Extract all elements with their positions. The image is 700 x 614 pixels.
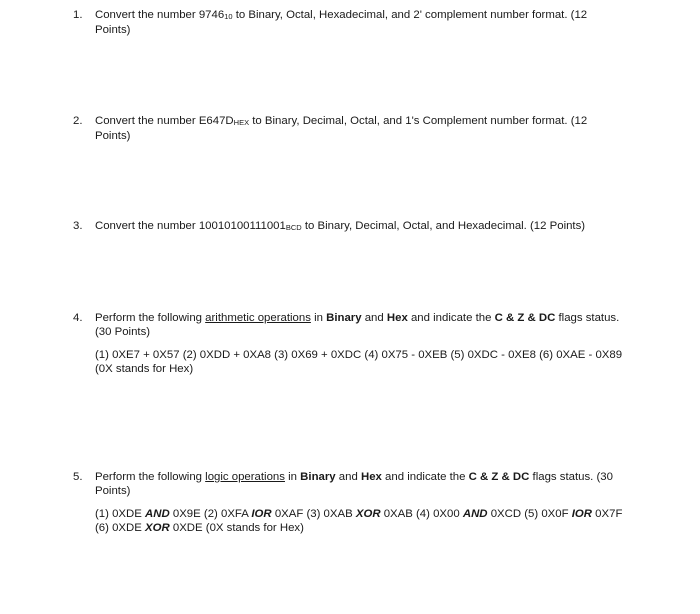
operations-line-2: (6) 0XDE XOR 0XDE (0X stands for Hex) [95,522,304,534]
question-number: 2. [73,115,83,127]
question-number: 1. [73,9,83,21]
question-text-cont: (30 Points) [95,326,151,338]
question-number: 4. [73,312,83,324]
operations-note: (0X stands for Hex) [95,363,194,375]
question-4 [73,311,633,376]
question-number: 5. [73,471,83,483]
question-text-cont: Points) [95,485,131,497]
question-5 [73,470,633,535]
question-3 [73,219,633,234]
operations-list [95,348,633,376]
question-2 [73,114,633,143]
question-text-cont: Points) [95,24,131,36]
question-1 [73,8,633,37]
question-text-cont: Points) [95,130,131,142]
operations-line: (1) 0XE7 + 0X57 (2) 0XDD + 0XA8 (3) 0X69 + 0XDC (4) 0X75 - 0XEB (5) 0XDC - 0XE8 (6) 0XAE - 0X89 [95,349,623,361]
question-text: Convert the number 974610 to Binary, Octal, Hexadecimal, and 2' complement number format. (12 [95,9,588,21]
question-text: Convert the number E647DHEX to Binary, Decimal, Octal, and 1's Complement number format. (12 [95,115,588,127]
question-text: Perform the following logic operations in Binary and Hex and indicate the C & Z & DC flags status. (30 [95,471,613,483]
question-text: Perform the following arithmetic operations in Binary and Hex and indicate the C & Z & DC flags status. [95,312,620,324]
question-text: Convert the number 10010100111001BCD to Binary, Decimal, Octal, and Hexadecimal. (12 Points) [95,220,586,232]
operations-line: (1) 0XDE AND 0X9E (2) 0XFA IOR 0XAF (3) 0XAB XOR 0XAB (4) 0X00 AND 0XCD (5) 0X0F IOR 0X7F [95,508,623,520]
operations-list [95,507,633,535]
question-number: 3. [73,220,83,232]
